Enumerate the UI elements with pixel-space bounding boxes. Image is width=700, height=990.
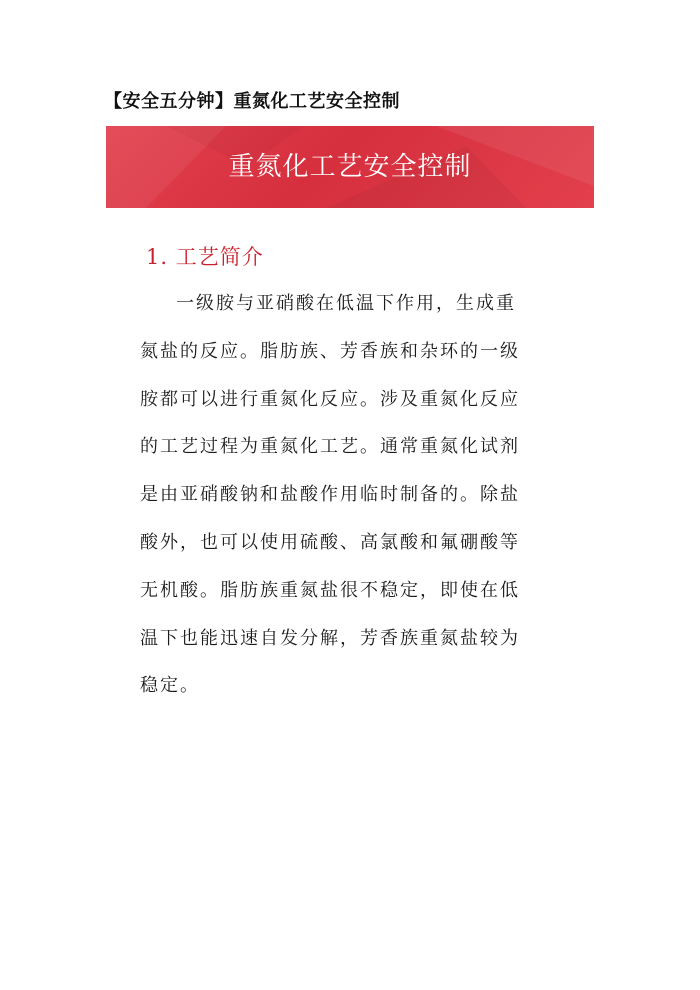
title-banner: [106, 126, 594, 208]
paragraph-line: 是由亚硝酸钠和盐酸作用临时制备的。除盐: [140, 484, 520, 506]
paragraph-line: 氮盐的反应。脂肪族、芳香族和杂环的一级: [140, 340, 520, 362]
body-paragraph: [140, 280, 518, 710]
section-heading: 1. 工艺简介: [146, 245, 264, 269]
paragraph-line: 酸外，也可以使用硫酸、高氯酸和氟硼酸等: [140, 531, 520, 553]
paragraph-line: 一级胺与亚硝酸在低温下作用，生成重: [176, 293, 516, 314]
paragraph-line: 无机酸。脂肪族重氮盐很不稳定，即使在低: [140, 579, 520, 601]
banner-title: 重氮化工艺安全控制: [228, 152, 472, 182]
paragraph-line: 稳定。: [140, 675, 200, 697]
paragraph-line: 的工艺过程为重氮化工艺。通常重氮化试剂: [140, 436, 520, 458]
paragraph-line: 胺都可以进行重氮化反应。涉及重氮化反应: [140, 388, 520, 410]
page-title: 【安全五分钟】重氮化工艺安全控制: [104, 91, 400, 112]
paragraph-line: 温下也能迅速自发分解，芳香族重氮盐较为: [140, 627, 520, 649]
